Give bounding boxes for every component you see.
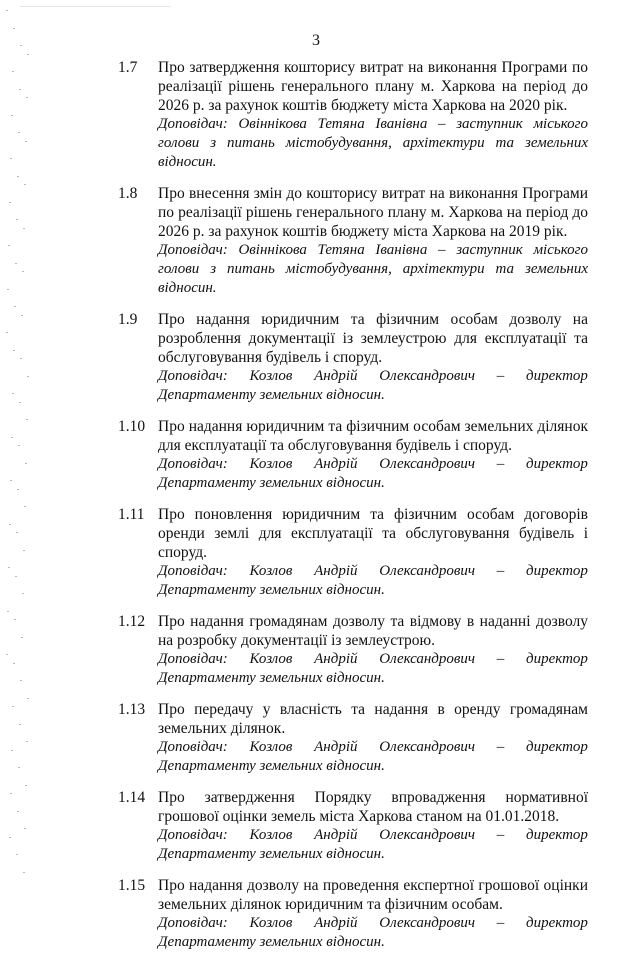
- scan-speck: [11, 115, 13, 116]
- scan-speck: [9, 837, 11, 838]
- speaker-department: Департаменту земельних відносин.: [158, 387, 385, 403]
- speaker-department: Департаменту земельних відносин.: [158, 934, 385, 950]
- scan-speck: [18, 132, 20, 133]
- item-body: [158, 417, 588, 493]
- item-speaker: [158, 650, 588, 669]
- scan-speck: [13, 28, 15, 29]
- item-body: [158, 788, 588, 864]
- speaker-dash: –: [496, 651, 505, 667]
- scan-speck: [23, 550, 25, 551]
- speaker-label: Доповідач:: [158, 456, 228, 472]
- item-title: Про внесення змін до кошторису витрат на виконання Програми по реалізації рішень генерального плану м. Харкова на період до 2026 р. за рахунок коштів бюджету міста Харкова на 2019 рік.: [158, 185, 588, 240]
- scan-speck: [19, 724, 21, 725]
- scan-speck: [9, 524, 11, 525]
- scan-speck: [16, 219, 18, 220]
- speaker-name: Андрій: [314, 739, 358, 755]
- speaker-label: Доповідач:: [158, 368, 228, 384]
- speaker-label: Доповідач:: [158, 739, 228, 755]
- scan-speck: [24, 184, 26, 185]
- scan-speck: [7, 289, 9, 290]
- speaker-patronymic: Олександрович: [379, 915, 476, 931]
- speaker-surname: Козлов: [249, 739, 293, 755]
- item-number: 1.7: [118, 59, 138, 76]
- speaker-surname: Козлов: [249, 651, 293, 667]
- scan-speck: [17, 811, 19, 812]
- item-title: Про затвердження Порядку впровадження нормативної грошової оцінки земель міста Харкова станом на 01.01.2018.: [158, 789, 588, 825]
- speaker-surname: Козлов: [249, 368, 293, 384]
- speaker-surname: Козлов: [249, 456, 293, 472]
- scan-speck: [22, 593, 24, 594]
- agenda-item: [118, 417, 588, 493]
- scan-speck: [26, 741, 28, 742]
- speaker-department: Департаменту земельних відносин.: [158, 758, 385, 774]
- speaker-position: директор: [526, 651, 588, 667]
- speaker-department: Департаменту земельних відносин.: [158, 475, 385, 491]
- scan-speck: [24, 828, 26, 829]
- scan-speck: [25, 141, 27, 142]
- speaker-name: Андрій: [314, 563, 358, 579]
- speaker-department: Департаменту земельних відносин.: [158, 582, 385, 598]
- scan-speck: [24, 506, 26, 507]
- item-title: Про надання громадянам дозволу та відмову в наданні дозволу на розробку документації із землеустрою.: [158, 613, 588, 649]
- scan-speck: [6, 10, 8, 11]
- item-title: Про надання дозволу на проведення експертної грошової оцінки земельних ділянок юридичним та фізичним особам.: [158, 877, 588, 913]
- scan-speck: [16, 854, 18, 855]
- speaker-position: директор: [526, 915, 588, 931]
- item-title: Про передачу у власність та надання в оренду громадянам земельних ділянок.: [158, 701, 588, 737]
- speaker-patronymic: Олександрович: [379, 368, 476, 384]
- speaker-department: Департаменту земельних відносин.: [158, 846, 385, 862]
- speaker-position: директор: [526, 739, 588, 755]
- scan-speck: [27, 698, 29, 699]
- speaker-patronymic: Олександрович: [379, 739, 476, 755]
- item-body: [158, 612, 588, 688]
- speaker-position: директор: [526, 368, 588, 384]
- page-number: 3: [312, 32, 320, 49]
- speaker-dash: –: [496, 456, 505, 472]
- speaker-dash: –: [496, 827, 505, 843]
- speaker-patronymic: Олександрович: [379, 651, 476, 667]
- speaker-department: Департаменту земельних відносин.: [158, 670, 385, 686]
- item-title: Про затвердження кошторису витрат на виконання Програми по реалізації рішень генерального плану м. Харкова на період до 2026 р. за рахунок коштів бюджету міста Харкова на 2020 рік.: [158, 59, 588, 114]
- speaker-patronymic: Олександрович: [379, 827, 476, 843]
- speaker-label: Доповідач:: [158, 915, 228, 931]
- agenda-item: [118, 876, 588, 952]
- scan-speck: [13, 663, 15, 664]
- item-body: [158, 876, 588, 952]
- scan-speck: [18, 767, 20, 768]
- item-number: 1.9: [118, 311, 138, 328]
- scan-speck: [21, 315, 23, 316]
- speaker-surname: Козлов: [249, 915, 293, 931]
- scan-margin-specks: [6, 10, 36, 890]
- scan-speck: [16, 532, 18, 533]
- speaker-label: Доповідач:: [158, 651, 228, 667]
- scan-speck: [27, 376, 29, 377]
- scan-speck: [6, 332, 8, 333]
- speaker-label: Доповідач:: [158, 563, 228, 579]
- scan-speck: [27, 54, 29, 55]
- agenda-item: [118, 58, 588, 172]
- item-number: 1.15: [118, 877, 146, 894]
- scan-speck: [23, 872, 25, 873]
- scan-speck: [25, 785, 27, 786]
- scan-speck: [9, 202, 11, 203]
- scan-speck: [8, 245, 10, 246]
- item-title: Про надання юридичним та фізичним особам земельних ділянок для експлуатації та обслуговування будівель і споруд.: [158, 418, 588, 454]
- item-body: [158, 184, 588, 298]
- scan-speck: [21, 637, 23, 638]
- item-title: Про поновлення юридичним та фізичним особам договорів оренди землі для експлуатації та обслуговування будівель і споруд.: [158, 506, 588, 561]
- item-title: Про надання юридичним та фізичним особам дозволу на розроблення документації із землеустрою для експлуатації та обслуговування будівель і споруд.: [158, 311, 588, 366]
- scan-speck: [26, 97, 28, 98]
- speaker-position: директор: [526, 563, 588, 579]
- item-number: 1.13: [118, 701, 146, 718]
- scan-speck: [11, 437, 13, 438]
- item-speaker: [158, 367, 588, 386]
- speaker-surname: Козлов: [249, 827, 293, 843]
- scan-speck: [22, 271, 24, 272]
- scan-speck: [10, 480, 12, 481]
- speaker-name: Андрій: [314, 915, 358, 931]
- item-number: 1.10: [118, 418, 146, 435]
- speaker-dash: –: [496, 915, 505, 931]
- scan-speck: [12, 393, 14, 394]
- speaker-dash: –: [496, 368, 505, 384]
- scan-speck: [15, 263, 17, 264]
- item-number: 1.8: [118, 185, 138, 202]
- item-number: 1.14: [118, 789, 146, 806]
- scan-speck: [18, 445, 20, 446]
- scan-speck: [19, 402, 21, 403]
- item-number: 1.12: [118, 613, 146, 630]
- scan-speck: [6, 654, 8, 655]
- item-body: [158, 310, 588, 405]
- agenda-item: [118, 184, 588, 298]
- item-speaker: Доповідач: Овіннікова Тетяна Іванівна – заступник міського голови з питань містобудування, архітектури та земельних відносин.: [158, 242, 588, 296]
- scan-speck: [10, 793, 12, 794]
- scan-speck: [17, 489, 19, 490]
- speaker-patronymic: Олександрович: [379, 563, 476, 579]
- item-speaker: Доповідач: Овіннікова Тетяна Іванівна – заступник міського голови з питань містобудування, архітектури та земельних відносин.: [158, 116, 588, 170]
- scan-speck: [12, 706, 14, 707]
- agenda-list: [118, 58, 588, 964]
- scan-speck: [8, 567, 10, 568]
- item-body: [158, 58, 588, 172]
- item-speaker: [158, 914, 588, 933]
- scan-speck: [25, 463, 27, 464]
- speaker-name: Андрій: [314, 368, 358, 384]
- scan-speck: [12, 71, 14, 72]
- item-speaker: [158, 738, 588, 757]
- speaker-name: Андрій: [314, 651, 358, 667]
- agenda-item: [118, 700, 588, 776]
- speaker-label: Доповідач:: [158, 827, 228, 843]
- scan-speck: [14, 306, 16, 307]
- agenda-item: [118, 788, 588, 864]
- scan-speck: [14, 619, 16, 620]
- speaker-name: Андрій: [314, 456, 358, 472]
- item-body: [158, 700, 588, 776]
- speaker-dash: –: [496, 563, 505, 579]
- agenda-item: [118, 612, 588, 688]
- item-speaker: [158, 826, 588, 845]
- speaker-patronymic: Олександрович: [379, 456, 476, 472]
- scan-speck: [20, 680, 22, 681]
- item-body: [158, 505, 588, 600]
- item-speaker: [158, 455, 588, 474]
- scan-speck: [26, 419, 28, 420]
- scan-speck: [23, 228, 25, 229]
- item-speaker: [158, 562, 588, 581]
- speaker-position: директор: [526, 456, 588, 472]
- speaker-position: директор: [526, 827, 588, 843]
- scan-speck: [13, 350, 15, 351]
- agenda-item: [118, 505, 588, 600]
- scan-speck: [20, 358, 22, 359]
- scan-speck: [15, 576, 17, 577]
- scan-speck: [10, 158, 12, 159]
- speaker-name: Андрій: [314, 827, 358, 843]
- speaker-surname: Козлов: [249, 563, 293, 579]
- scan-speck: [11, 750, 13, 751]
- scan-edge-line: [20, 6, 170, 7]
- scan-speck: [7, 611, 9, 612]
- item-number: 1.11: [118, 506, 145, 523]
- speaker-dash: –: [496, 739, 505, 755]
- agenda-item: [118, 310, 588, 405]
- scan-speck: [17, 176, 19, 177]
- scan-speck: [19, 89, 21, 90]
